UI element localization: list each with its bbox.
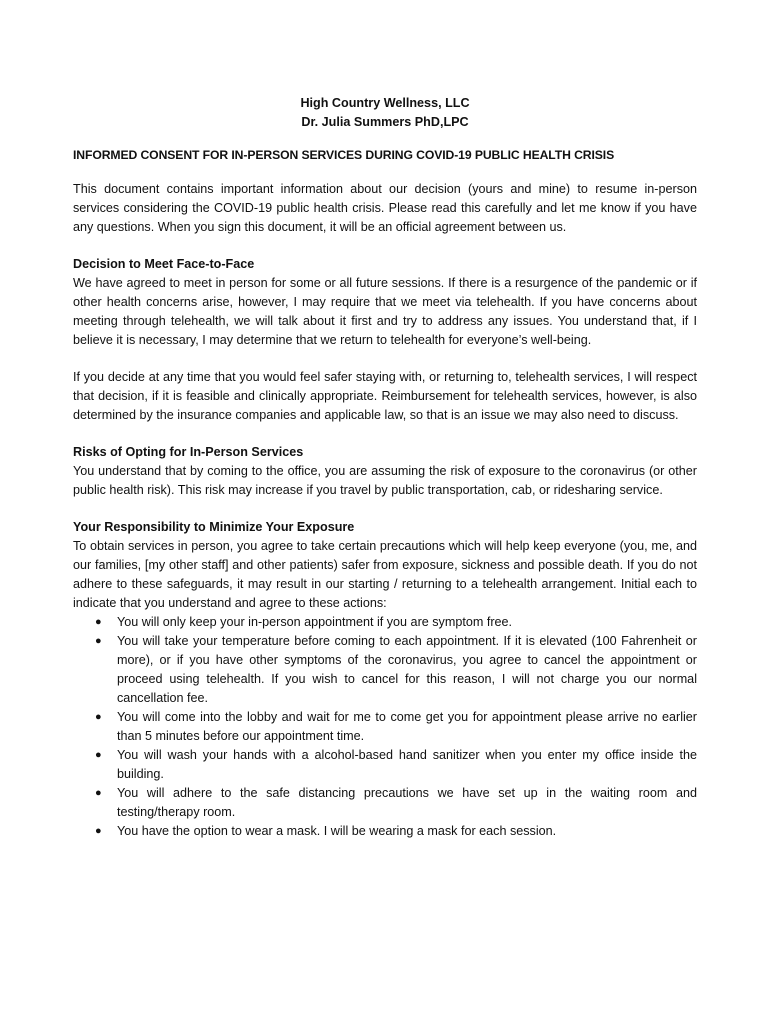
- intro-paragraph: This document contains important information about our decision (yours and mine) to resume in-person services considering the COVID-19 public health crisis. Please read this carefully and let me know if you have any questions. When you sign this document, it will be an official agreement between us.: [73, 182, 697, 234]
- bullet-icon: ●: [95, 787, 102, 799]
- list-item-text: You will adhere to the safe distancing precautions we have set up in the waiting room and testing/therapy room.: [117, 786, 697, 819]
- document-title: INFORMED CONSENT FOR IN-PERSON SERVICES DURING COVID-19 PUBLIC HEALTH CRISIS: [73, 148, 615, 162]
- list-item: [95, 822, 697, 841]
- bullet-icon: ●: [95, 711, 102, 723]
- decision-heading: Decision to Meet Face-to-Face: [73, 257, 255, 271]
- bullet-icon: ●: [95, 616, 102, 628]
- decision-paragraph-1: We have agreed to meet in person for some or all future sessions. If there is a resurgence of the pandemic or if other health concerns arise, however, I may require that we meet via telehealth. If you have concerns about meeting through telehealth, we will talk about it first and try to address any issues. You understand that, if I believe it is necessary, I may determine that we return to telehealth for everyone’s well-being.: [73, 276, 697, 347]
- list-item-text: You will take your temperature before coming to each appointment. If it is elevated (100 Fahrenheit or more), or if you have other symptoms of the coronavirus, you agree to cancel the appointment or proceed using telehealth. If you wish to cancel for this reason, I will not charge you our normal cancellation fee.: [117, 634, 697, 705]
- list-item: [95, 784, 697, 822]
- list-item: [95, 632, 697, 708]
- bullet-icon: ●: [95, 749, 102, 761]
- practice-name: High Country Wellness, LLC: [300, 96, 470, 110]
- list-item-text: You will wash your hands with a alcohol-based hand sanitizer when you enter my office inside the building.: [117, 748, 697, 781]
- bullet-icon: ●: [95, 635, 102, 647]
- risks-heading: Risks of Opting for In-Person Services: [73, 445, 304, 459]
- list-item: [95, 613, 697, 632]
- bullet-icon: ●: [95, 825, 102, 837]
- document-page: [73, 94, 697, 841]
- list-item-text: You will only keep your in-person appointment if you are symptom free.: [117, 615, 513, 629]
- letterhead: [73, 94, 697, 132]
- list-item-text: You have the option to wear a mask. I will be wearing a mask for each session.: [117, 824, 557, 838]
- risks-paragraph: You understand that by coming to the office, you are assuming the risk of exposure to the coronavirus (or other public health risk). This risk may increase if you travel by public transportation, cab, or ridesharing service.: [73, 464, 697, 497]
- decision-paragraph-2: If you decide at any time that you would feel safer staying with, or returning to, telehealth services, I will respect that decision, if it is feasible and clinically appropriate. Reimbursement for telehealth services, however, is also determined by the insurance companies and applicable law, so that is an issue we may also need to discuss.: [73, 370, 697, 422]
- responsibility-heading: Your Responsibility to Minimize Your Exposure: [73, 520, 355, 534]
- provider-name: Dr. Julia Summers PhD,LPC: [301, 115, 469, 129]
- precautions-list: [73, 613, 697, 841]
- list-item-text: You will come into the lobby and wait for me to come get you for appointment please arrive no earlier than 5 minutes before our appointment time.: [117, 710, 697, 743]
- list-item: [95, 746, 697, 784]
- list-item: [95, 708, 697, 746]
- responsibility-paragraph: To obtain services in person, you agree to take certain precautions which will help keep everyone (you, me, and our families, [my other staff] and other patients) safer from exposure, sickness and possible death. If you do not adhere to these safeguards, it may result in our starting / returning to a telehealth arrangement. Initial each to indicate that you understand and agree to these actions:: [73, 539, 697, 610]
